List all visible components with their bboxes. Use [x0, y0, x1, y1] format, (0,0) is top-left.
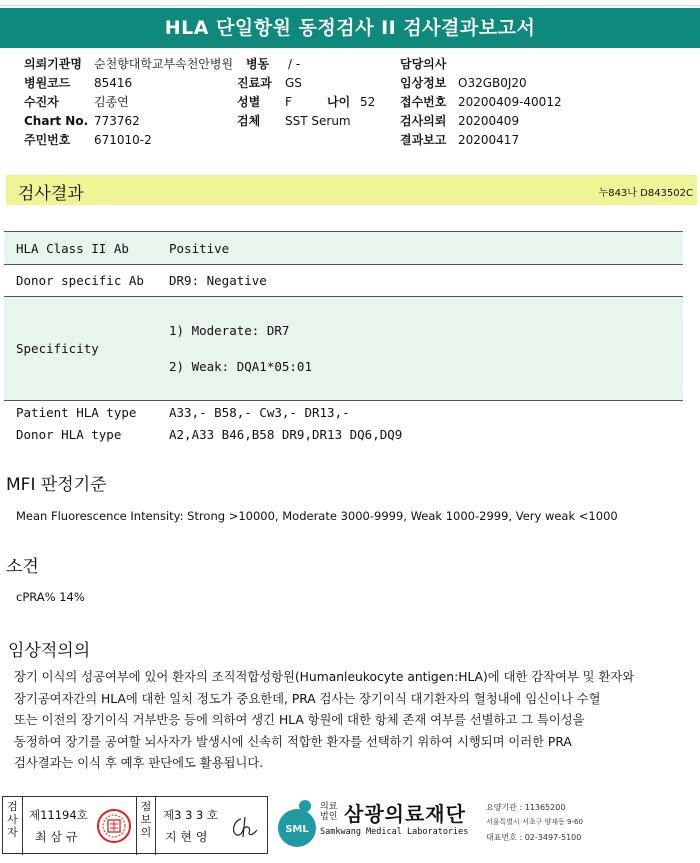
signature-box	[2, 796, 268, 854]
report-footer	[0, 796, 700, 856]
org-address: 서울특별시 서초구 양재동 9-60	[486, 818, 583, 826]
row-dsa: Donor specific Ab DR9: Negative	[4, 265, 683, 297]
sml-logo-icon	[272, 798, 322, 850]
info-row: Chart No. 773762	[24, 114, 140, 128]
approver-label: 점보의	[136, 797, 156, 855]
info-row: 결과보고 20200417	[400, 133, 520, 147]
clinical-line: 동정하여 장기를 공여할 뇌사자가 발생시에 신속히 적합한 환자를 선택하기 위하여 시행되며 이러한 PRA	[14, 734, 572, 749]
clinical-line: 또는 이전의 장기이식 거부반응 등에 의하여 생긴 HLA 항원에 대한 항체 존재 여부를 선별하고 그 특이성을	[14, 713, 585, 727]
org-english-name: Samkwang Medical Laboratories	[320, 827, 469, 837]
mfi-title: MFI 판정기준	[6, 475, 107, 495]
mfi-text: Mean Fluorescence Intensity: Strong >10000, Moderate 3000-9999, Weak 1000-2999, Very weak <1000	[16, 509, 618, 523]
info-row: 병원코드 85416	[24, 76, 133, 90]
info-row: 담당의사	[400, 57, 447, 71]
info-row: 주민번호 671010-2	[24, 133, 152, 147]
org-registration: 요양기관 : 11365200	[486, 803, 566, 812]
approver-name: 지 현 영	[165, 830, 208, 844]
clinical-paragraph	[14, 667, 694, 775]
tester-seal-icon	[95, 807, 133, 845]
approver-license: 제3 3 3 호	[163, 808, 219, 822]
org-type: 의료법인	[320, 802, 338, 822]
clinical-line: 장기공여자간의 HLA에 대한 일치 정도가 중요한데, PRA 검사는 장기이식 대기환자의 혈청내에 임신이나 수혈	[14, 691, 601, 706]
svg-text:SML: SML	[285, 824, 309, 835]
info-column-3	[400, 55, 562, 150]
report-title: HLA 단일항원 동정검사 II 검사결과보고서	[0, 8, 700, 48]
org-name: 삼광의료재단	[344, 802, 466, 826]
opinion-title: 소견	[6, 557, 39, 577]
result-section-title: 검사결과	[18, 184, 84, 204]
info-row: 수진자 김종연	[24, 95, 129, 109]
info-row: 접수번호 20200409-40012	[400, 95, 562, 109]
info-ward: 병동 / -	[246, 57, 301, 71]
result-section-header	[6, 175, 697, 205]
info-column-1	[24, 55, 233, 150]
clinical-line: 검사결과는 이식 후 예후 판단에도 활용됩니다.	[14, 756, 264, 770]
info-row: 의뢰기관명 순천향대학교부속천안병원	[24, 57, 234, 71]
opinion-text: cPRA% 14%	[16, 590, 85, 604]
top-border	[0, 0, 700, 6]
info-dept: 진료과 GS	[237, 76, 302, 90]
result-section-code: 누843나 D843502C	[598, 188, 693, 199]
org-phone: 대표번호 : 02-3497-5100	[486, 833, 582, 842]
tester-name: 최 삼 규	[35, 830, 78, 844]
approver-signature-icon	[227, 813, 261, 843]
row-class2-ab: HLA Class II Ab Positive	[4, 231, 683, 265]
info-row: 임상정보 O32GB0J20	[400, 76, 527, 90]
row-hla-types: Patient HLA type A33,- B58,- Cw3,- DR13,- Donor HLA type A2,A33 B46,B58 DR9,DR13 DQ6,DQ9	[4, 401, 683, 445]
tester-label: 검사자	[3, 797, 23, 855]
info-specimen: 검체 SST Serum	[237, 114, 351, 128]
info-sex-age: 성별 F 나이 52	[237, 95, 376, 109]
tester-license: 제11194호	[29, 808, 88, 822]
clinical-title: 임상적의의	[8, 641, 91, 661]
clinical-line: 장기 이식의 성공여부에 있어 환자의 조직적합성항원(Humanleukocyte antigen:HLA)에 대한 감작여부 및 환자와	[14, 670, 635, 684]
info-row: 검사의뢰 20200409	[400, 114, 520, 128]
row-specificity: Specificity 1) Moderate: DR7 2) Weak: DQA1*05:01	[4, 297, 683, 401]
